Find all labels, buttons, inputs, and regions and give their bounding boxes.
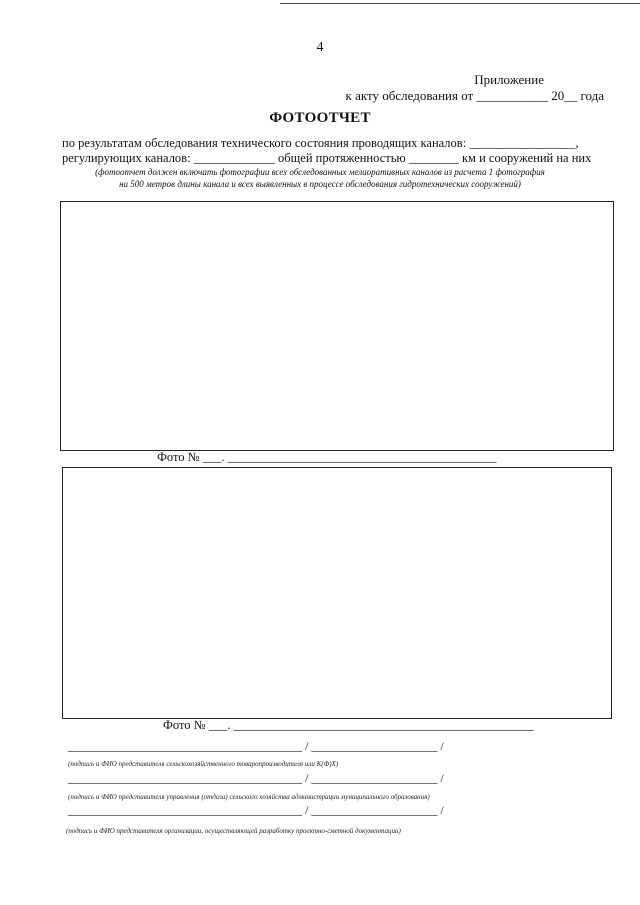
signature-line-agriculture-dept: _______________________________________ / _____________________ / — [68, 771, 444, 785]
instruction-note-line-1: (фотоотчет должен включать фотографии всех обследованных мелиоративных каналов из расчета 1 фотография — [95, 167, 545, 177]
page-number: 4 — [316, 40, 324, 55]
photo-caption-1: Фото № ___. ___________________________________________ — [157, 450, 497, 464]
signature-line-producer: _______________________________________ / _____________________ / — [68, 739, 444, 753]
document-title: ФОТООТЧЕТ — [269, 110, 371, 126]
appendix-label: Приложение — [474, 72, 544, 87]
signature-caption-agriculture-dept: (подпись и ФИО представителя управления (отдела) сельского хозяйства администрации муниципального образования) — [68, 793, 430, 801]
instruction-note-line-2: на 500 метров длины канала и всех выявленных в процессе обследования гидротехнических сооружений) — [119, 179, 521, 189]
signature-caption-producer: (подпись и ФИО представителя сельскохозяйственного товаропроизводителя или К(Ф)Х) — [68, 760, 339, 768]
photo-placeholder-2 — [62, 467, 612, 719]
top-divider — [280, 3, 640, 4]
act-reference-line: к акту обследования от ___________ 20__ года — [345, 88, 604, 103]
signature-line-design-org: _______________________________________ / _____________________ / — [68, 803, 444, 817]
intro-line-supply-canals: по результатам обследования технического состояния проводящих каналов: _________________, — [62, 136, 579, 150]
signature-caption-design-org: (подпись и ФИО представителя организации, осуществляющей разработку проектно-сметной документации) — [66, 827, 401, 835]
photo-caption-2: Фото № ___. ________________________________________________ — [163, 718, 534, 732]
photo-placeholder-1 — [60, 201, 614, 451]
intro-line-regulating-canals: регулирующих каналов: _____________ общей протяженностью ________ км и сооружений на них — [62, 151, 592, 165]
